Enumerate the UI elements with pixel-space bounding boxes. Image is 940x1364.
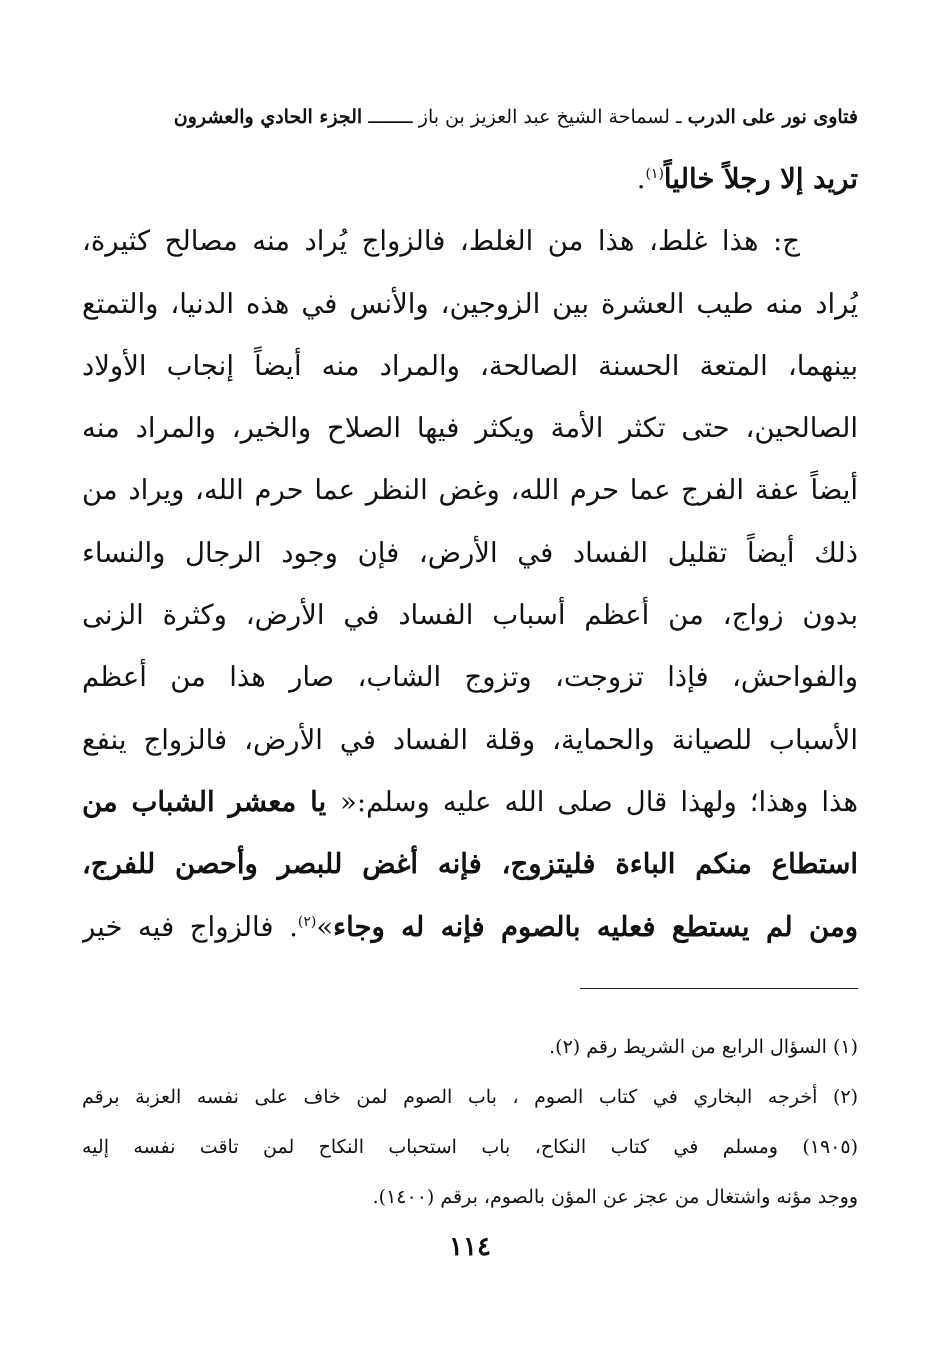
text-line: [82, 771, 858, 833]
footnote-1: (١) السؤال الرابع من الشريط رقم (٢).: [549, 1036, 858, 1058]
text-line: يُراد منه طيب العشرة بين الزوجين، والأنس في هذه الدنيا، والتمتع: [82, 287, 858, 320]
hadith-line: استطاع منكم الباءة فليتزوج، فإنه أغض للبصر وأحصن للفرج،: [82, 848, 858, 881]
question-end: تريد إلا رجلاً خالياً: [663, 163, 858, 195]
footnote-2-line: ووجد مؤنه واشتغال من عجز عن المؤن بالصوم، برقم (١٤٠٠).: [372, 1186, 858, 1208]
footnote-2-line: (٢) أخرجه البخاري في كتاب الصوم ، باب الصوم لمن خاف على نفسه العزبة برقم: [82, 1086, 858, 1108]
text-line: ج: هذا غلط، هذا من الغلط، فالزواج يُراد منه مصالح كثيرة،: [82, 225, 800, 258]
main-text: [82, 148, 858, 958]
footnote-ref: (١): [645, 165, 664, 182]
text-line: ذلك أيضاً تقليل الفساد في الأرض، فإن وجود الرجال والنساء: [82, 536, 858, 569]
text-line: [82, 148, 858, 210]
hadith-text: ومن لم يستطع فعليه بالصوم فإنه له وجاء: [333, 910, 858, 943]
book-title: فتاوى نور على الدرب: [687, 106, 858, 128]
header-separator: ــــــــ: [368, 106, 413, 128]
text-line: والفواحش، فإذا تزوجت، وتزوج الشاب، صار هذا من أعظم: [82, 661, 858, 694]
text-line: بينهما، المتعة الحسنة الصالحة، والمراد منه أيضاً إنجاب الأولاد: [82, 349, 858, 382]
text-line: [82, 896, 858, 958]
text-line: الأسباب للصيانة والحماية، وقلة الفساد في الأرض، فالزواج ينفع: [82, 723, 858, 756]
header-separator: ـ: [676, 106, 682, 128]
period: .: [636, 163, 646, 195]
running-header: [96, 100, 858, 134]
footnote-2-line: (١٩٠٥) ومسلم في كتاب النكاح، باب استحباب النكاح لمن تاقت نفسه إليه: [82, 1136, 858, 1158]
author-name: لسماحة الشيخ عبد العزيز بن باز: [418, 106, 670, 128]
footnotes: [82, 1022, 858, 1222]
footnote-ref: (٢): [297, 913, 317, 930]
text-line: أيضاً عفة الفرج عما حرم الله، وغض النظر عما حرم الله، ويراد من: [82, 474, 858, 507]
text-segment: . فالزواج فيه خير: [82, 910, 298, 943]
text-line: الصالحين، حتى تكثر الأمة ويكثر فيها الصلاح والخير، والمراد منه: [82, 412, 858, 445]
text-line: بدون زواج، من أعظم أسباب الفساد في الأرض، وكثرة الزنى: [82, 599, 858, 632]
footnote-divider: [580, 988, 858, 989]
text-segment: هذا وهذا؛ ولهذا قال صلى الله عليه وسلم:«: [340, 785, 858, 818]
volume-label: الجزء الحادي والعشرون: [173, 106, 363, 128]
page-number: ١١٤: [449, 1232, 491, 1262]
quote-close: »: [316, 910, 334, 943]
hadith-text: يا معشر الشباب من: [82, 785, 341, 818]
